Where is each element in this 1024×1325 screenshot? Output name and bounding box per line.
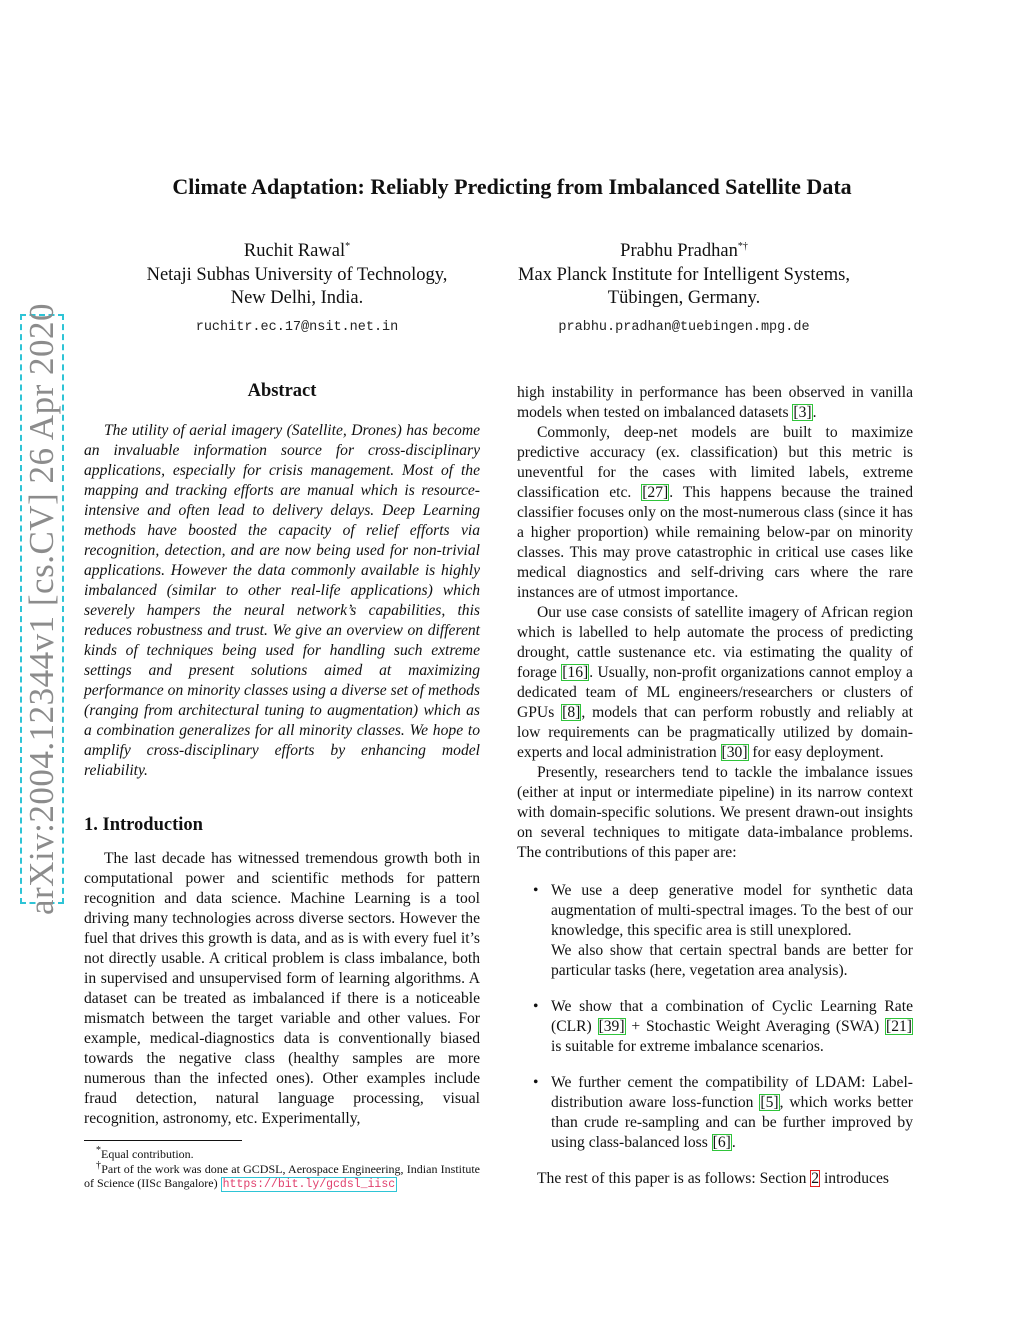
citation-link[interactable]: [5] (760, 1094, 779, 1111)
text: , models that can perform robustly and reliably at low requirements can be pragmatically utilized by domain-experts and local administration (517, 704, 913, 761)
citation-link[interactable]: [27] (642, 484, 669, 501)
citation-link[interactable]: [30] (721, 744, 748, 761)
footnote-mark: * (96, 1145, 101, 1156)
author-block-1 (112, 240, 482, 339)
text: . This happens because the trained classifier focuses only on the most-numerous class (since it has a higher proportion) while remaining below-par on minority classes. This may prove catastrophic in critical use cases like medical diagnostics and self-driving cars where the rare instances are of utmost importance. (517, 484, 913, 601)
citation-link[interactable]: [3] (793, 404, 812, 421)
paragraph (517, 603, 913, 763)
left-column (84, 381, 480, 1193)
intro-paragraph: The last decade has witnessed tremendous growth both in computational power and scientific methods for pattern recognition and data science. Machine Learning is a tool driving many technologies across diverse sectors. However the fuel that drives this growth is data, and as is with every fuel it’s not directly usable. A critical problem is class imbalance, both in supervised and unsupervised form of learning algorithms. A dataset can be treated as imbalanced if there is a noticeable mismatch between the target variable and other values. For example, medical-diagnostics data is conventionally biased towards the negative class (healthy samples are more numerous than the infected ones). Other examples include fraud detection, natural language processing, visual recognition, astronomy, etc. Experimentally, (84, 850, 480, 1127)
citation-link[interactable]: [6] (712, 1134, 731, 1151)
section-heading-introduction: 1. Introduction (84, 815, 203, 835)
right-column (517, 383, 913, 1189)
contributions-list (517, 881, 913, 1153)
footnote-2 (84, 1159, 480, 1193)
author-affiliation: Max Planck Institute for Intelligent Systems, (518, 264, 850, 285)
text: We also show that certain spectral bands are better for particular tasks (here, vegetation area analysis). (551, 942, 913, 979)
arxiv-identifier: arXiv:2004.12344v1 [cs.CV] 26 Apr 2020 (22, 302, 61, 916)
text: is suitable for extreme imbalance scenarios. (551, 1038, 824, 1055)
list-item (517, 997, 913, 1057)
text: Our use case consists of satellite imagery of African region which is labelled to help automate the process of predicting drought, cattle sustenance etc. via estimating the quality of forage (517, 604, 913, 681)
footnote-mark: † (96, 1159, 102, 1171)
text: introduces (820, 1170, 889, 1187)
arxiv-identifier-stamp (20, 302, 64, 916)
text: . (731, 1134, 736, 1151)
author-location: New Delhi, India. (230, 288, 364, 308)
text: We use a deep generative model for synthetic data augmentation of multi-spectral images. To the best of our knowledge, this specific area is still unexplored. (551, 882, 913, 939)
paragraph: Presently, researchers tend to tackle the imbalance issues (either at input or intermediate pipeline) in its narrow context with domain-specific solutions. We present drawn-out insights on several techniques to mitigate data-imbalance problems. The contributions of this paper are: (517, 764, 913, 861)
text: Commonly, deep-net models are built to maximize predictive accuracy (ex. classification) but this metric is uneventful for the cases with limited labels, extreme classification etc. (517, 424, 913, 501)
footnote-rule (84, 1140, 242, 1141)
text: We further cement the compatibility of LDAM: Label-distribution aware loss-function (551, 1074, 913, 1111)
footnote-text: Part of the work was done at GCDSL, Aerospace Engineering, Indian Institute of Science (IISc Bangalore) (84, 1161, 480, 1190)
author-name: Ruchit Rawal (243, 241, 346, 261)
author-email[interactable]: ruchitr.ec.17@nsit.net.in (195, 319, 399, 335)
citation-link[interactable]: [8] (562, 704, 581, 721)
footnote-link[interactable]: https://bit.ly/gcdsl_iisc (222, 1178, 396, 1191)
footnote-1 (84, 1147, 480, 1162)
paragraph-continued (517, 383, 913, 423)
section-ref-link[interactable]: 2 (811, 1170, 820, 1187)
footnote-text: Equal contribution. (101, 1147, 194, 1161)
author-name: Prabhu Pradhan (620, 241, 738, 261)
author-location: Tübingen, Germany. (607, 288, 761, 308)
paper-title: Climate Adaptation: Reliably Predicting from Imbalanced Satellite Data (172, 174, 852, 199)
abstract-heading: Abstract (247, 381, 317, 401)
text: high instability in performance has been observed in vanilla models when tested on imbalanced datasets (517, 384, 913, 421)
citation-link[interactable]: [39] (598, 1018, 625, 1035)
text: We show that a combination of Cyclic Learning Rate (CLR) (551, 998, 913, 1035)
text: + Stochastic Weight Averaging (SWA) (625, 1018, 885, 1035)
author-block-2 (486, 240, 882, 339)
author-email[interactable]: prabhu.pradhan@tuebingen.mpg.de (558, 319, 810, 335)
author-affiliation: Netaji Subhas University of Technology, (146, 264, 448, 285)
paragraph (517, 1169, 913, 1189)
abstract-text: The utility of aerial imagery (Satellite, Drones) has become an invaluable information source for cross-disciplinary applications, especially for crisis management. Most of the mapping and tracking efforts are manual which is resource-intensive and often lead to delivery delays. Deep Learning methods have boosted the capacity of relief efforts via recognition, detection, and are now being used for non-trivial applications. However the data commonly available is highly imbalanced (similar to other real-life applications) which severely hampers the neural network’s capabilities, this reduces robustness and trust. We give an overview on different kinds of techniques being used for handling such extreme settings and present solutions aimed at maximizing performance on minority classes using a diverse set of methods (ranging from architectural tuning to augmentation) which as a combination generalizes for all minority classes. We hope to amplify cross-disciplinary efforts by enhancing model reliability. (84, 422, 480, 779)
citation-link[interactable]: [21] (886, 1018, 912, 1035)
footnotes (84, 1147, 480, 1193)
author-mark: *† (737, 240, 748, 252)
text: The rest of this paper is as follows: Section (537, 1170, 811, 1187)
text: for easy deployment. (748, 744, 884, 761)
text: . Usually, non-profit organizations cannot employ a dedicated team of ML engineers/researchers or clusters of GPUs (517, 664, 913, 721)
text: , which works better than crude re-sampling and can be further improved by using class-balanced loss (551, 1094, 913, 1151)
list-item (517, 881, 913, 981)
text: . (812, 404, 817, 421)
paragraph (517, 423, 913, 603)
author-mark: * (345, 240, 351, 252)
list-item (517, 1073, 913, 1153)
citation-link[interactable]: [16] (562, 664, 589, 681)
